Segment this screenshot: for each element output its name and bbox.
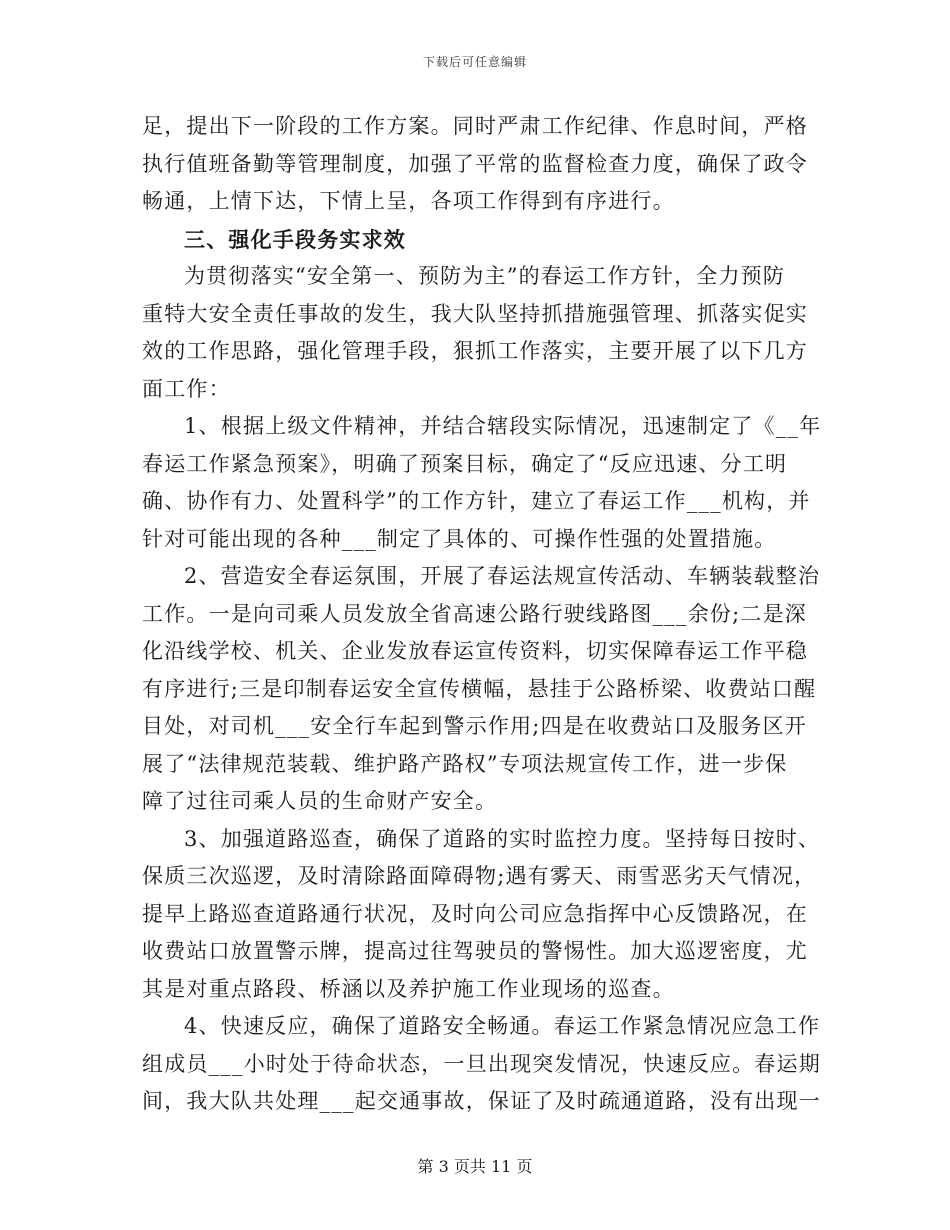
body-line: 重特大安全责任事故的发生，我大队坚持抓措施强管理、抓落实促实 [142,301,808,326]
body-line: 目处，对司机___安全行车起到警示作用;四是在收费站口及服务区开 [142,714,807,738]
body-line: 其是对重点路段、桥涵以及养护施工作业现场的巡查。 [142,976,675,1001]
body-line: 1、根据上级文件精神，并结合辖段实际情况，迅速制定了《__年 [184,414,822,438]
body-line: 提早上路巡查道路通行状况，及时向公司应急指挥中心反馈路况，在 [142,901,808,926]
body-line: 4、快速反应，确保了道路安全畅通。春运工作紧急情况应急工作 [184,1014,821,1038]
body-line: 间，我大队共处理___起交通事故，保证了及时疏通道路，没有出现一 [142,1089,821,1113]
body-line: 收费站口放置警示牌，提高过往驾驶员的警惕性。加大巡逻密度，尤 [142,939,808,963]
page-header: 下载后可任意编辑 [422,55,527,69]
body-line: 组成员___小时处于待命状态，一旦出现突发情况，快速反应。春运期 [142,1051,821,1076]
page-footer: 第 3 页共 11 页 [417,1157,533,1176]
body-line: 足，提出下一阶段的工作方案。同时严肃工作纪律、作息时间，严格 [142,114,808,138]
body-line: 面工作： [142,376,231,401]
body-line: 有序进行;三是印制春运安全宣传横幅，悬挂于公路桥梁、收费站口醒 [142,676,817,701]
body-line: 保质三次巡逻，及时清除路面障碍物;遇有雾天、雨雪恶劣天气情况， [142,864,817,888]
body-line: 2、营造安全春运氛围，开展了春运法规宣传活动、车辆装载整治 [184,564,821,588]
body-line: 3、加强道路巡查，确保了道路的实时监控力度。坚持每日按时、 [184,826,821,851]
section-heading: 三、强化手段务实求效 [184,226,406,252]
body-line: 针对可能出现的各种___制定了具体的、可操作性强的处置措施。 [142,526,777,551]
body-line: 执行值班备勤等管理制度，加强了平常的监督检查力度，确保了政令 [142,151,808,176]
body-line: 化沿线学校、机关、企业发放春运宣传资料，切实保障春运工作平稳 [142,639,808,663]
body-line: 展了“法律规范装载、维护路产路权”专项法规宣传工作，进一步保 [142,751,788,776]
body-line: 春运工作紧急预案》，明确了预案目标，确定了“反应迅速、分工明 [142,451,788,476]
body-line: 工作。一是向司乘人员发放全省高速公路行驶线路图___余份;二是深 [142,601,807,626]
document-body [142,108,822,1121]
body-line: 效的工作思路，强化管理手段，狠抓工作落实，主要开展了以下几方 [142,339,808,363]
body-line: 畅通，上情下达，下情上呈，各项工作得到有序进行。 [142,189,675,213]
body-line: 障了过往司乘人员的生命财产安全。 [142,789,498,813]
body-line: 确、协作有力、处置科学”的工作方针，建立了春运工作___机构，并 [142,489,811,513]
body-line: 为贯彻落实“安全第一、预防为主”的春运工作方针，全力预防 [184,264,786,288]
